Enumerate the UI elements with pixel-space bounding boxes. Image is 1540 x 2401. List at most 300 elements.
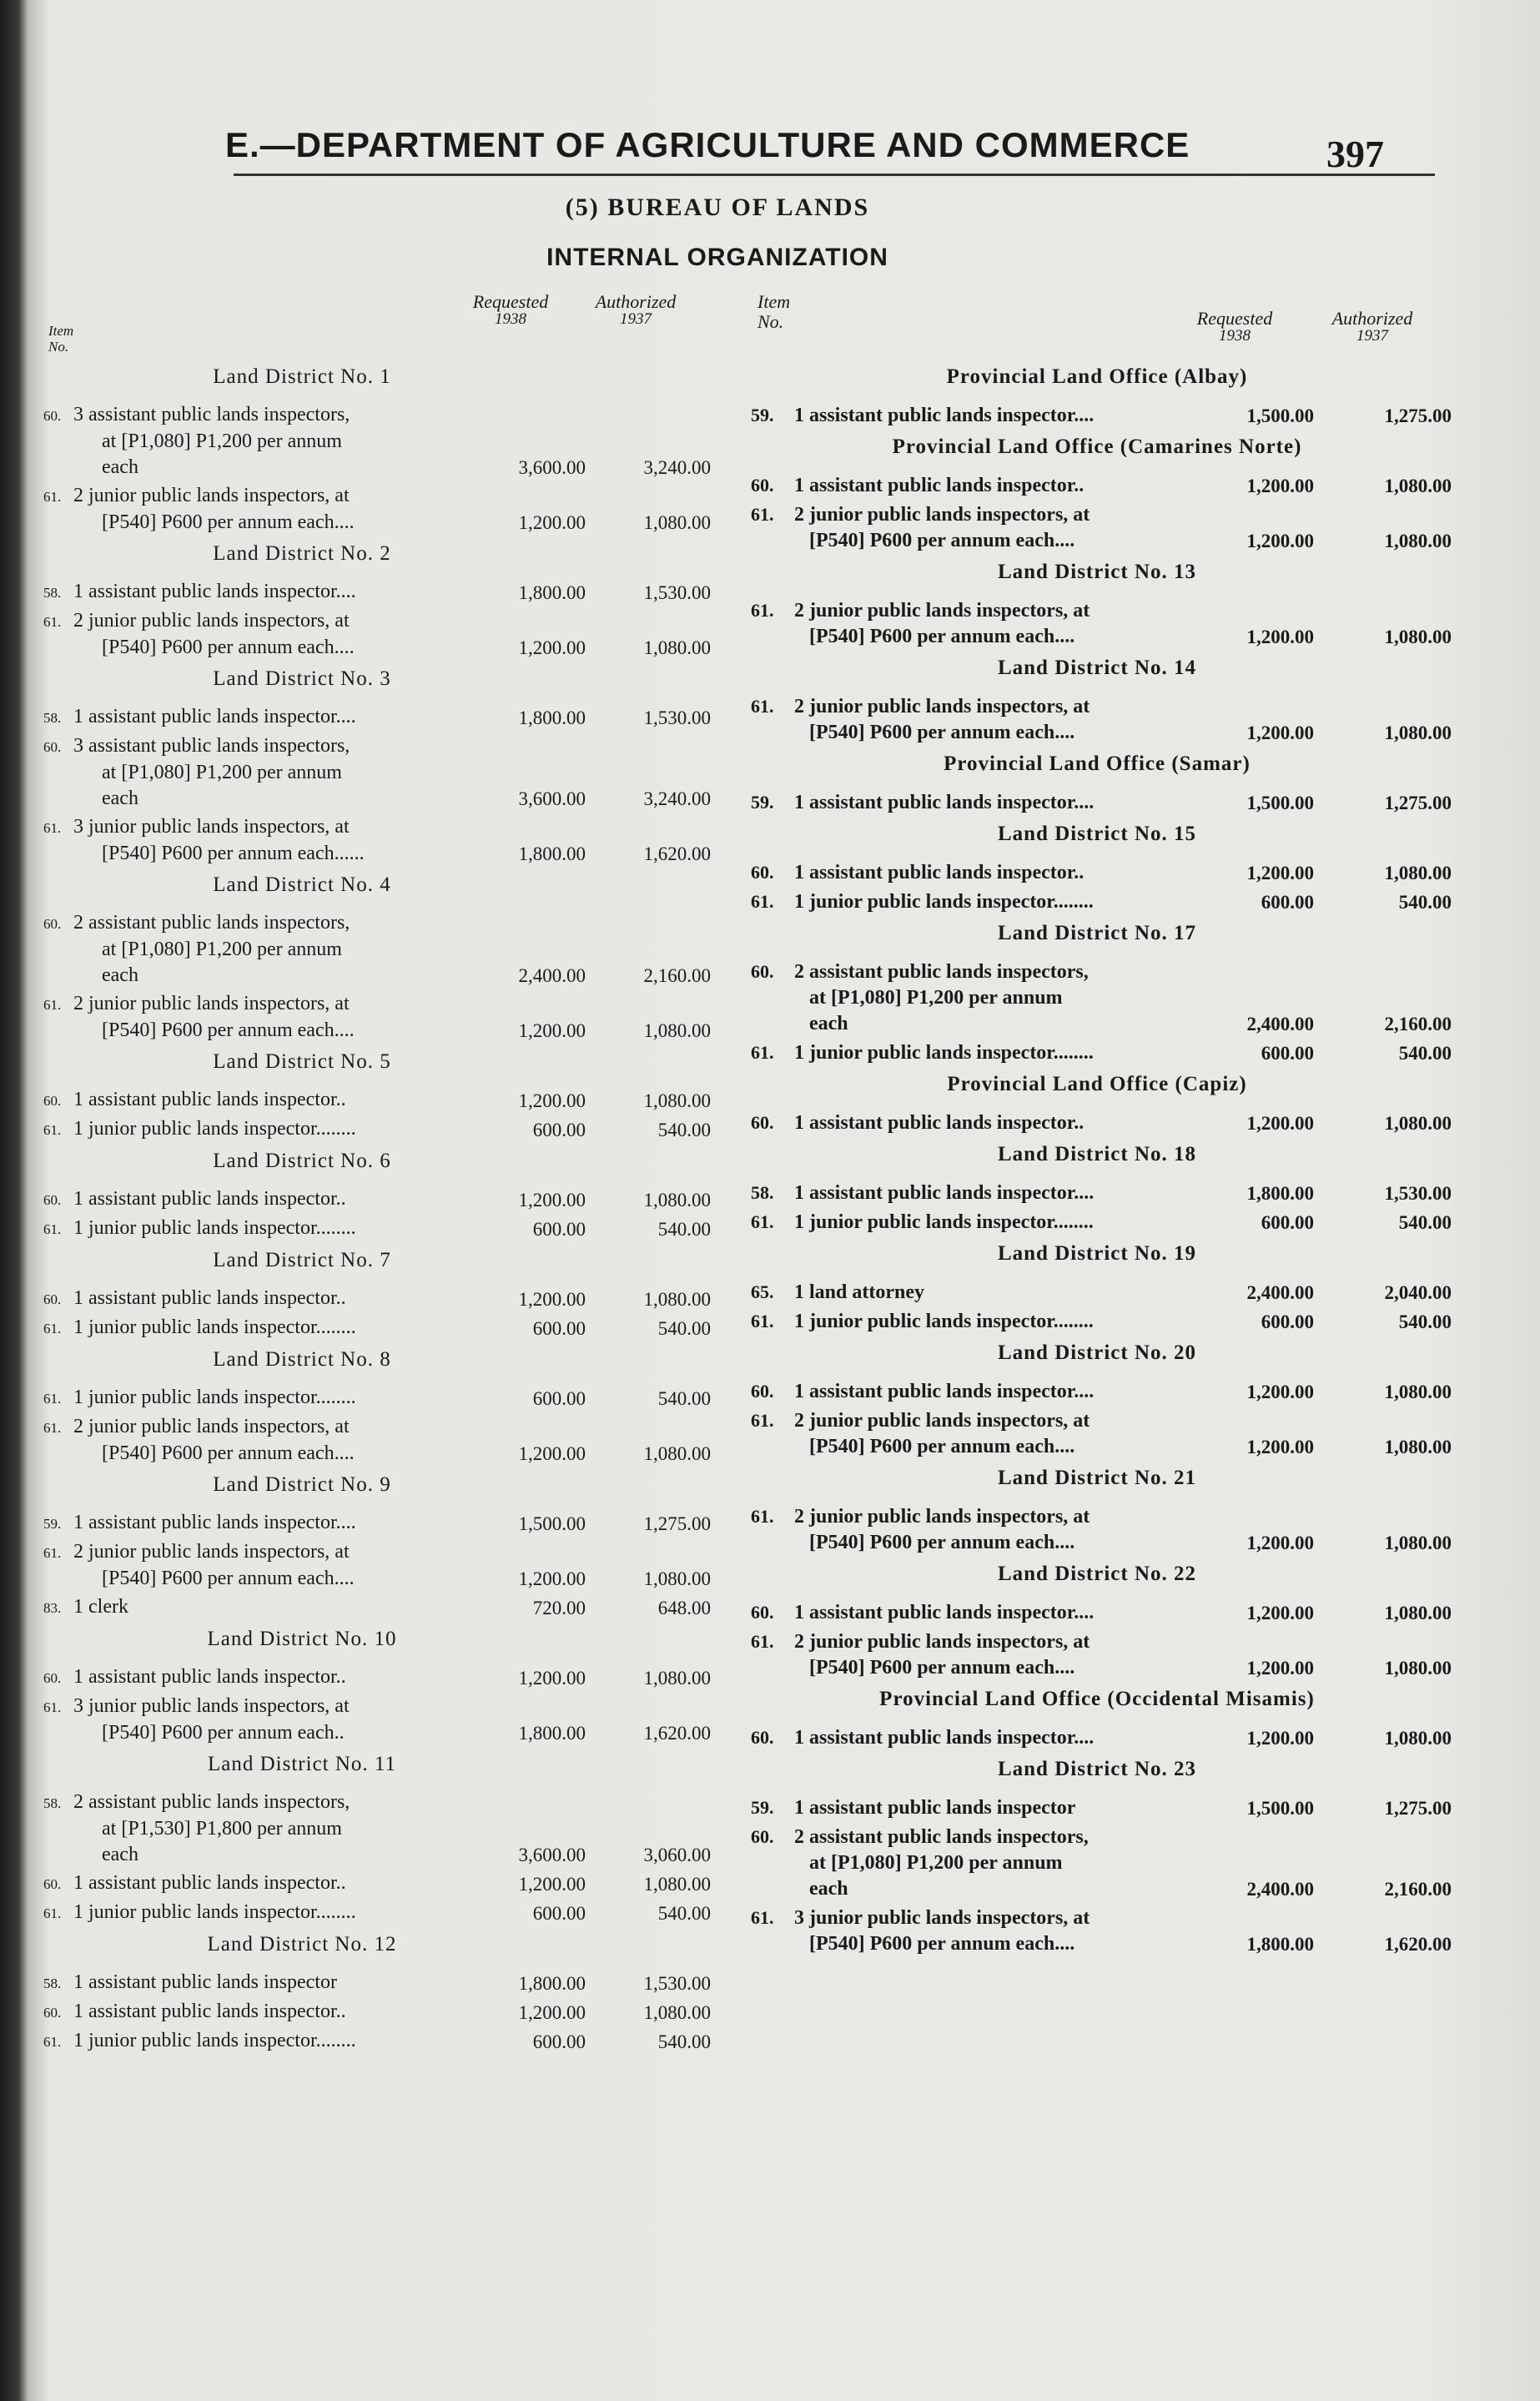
authorized-header: Authorized 1937 [1331,308,1413,345]
district-title: Land District No. 23 [997,1758,1197,1780]
requested-amount: 1,200.00 [518,1874,586,1895]
description-line: 1 assistant public lands inspector.... [794,1727,1095,1749]
position-row [43,1116,744,1143]
authorized-amount: 1,080.00 [1384,863,1452,883]
right-column-body [751,365,1477,1957]
authorized-amount: 2,160.00 [643,965,711,986]
item-number: 60. [43,739,62,755]
description-line: 3 junior public lands inspectors, at [794,1907,1090,1929]
position-row [751,859,1477,886]
position-description [43,579,460,606]
description-line: 1 assistant public lands inspector.. [794,475,1085,496]
position-description [751,1628,1185,1681]
requested-amount: 1,800.00 [518,582,586,603]
position-description [751,789,1185,816]
authorized-amount: 1,080.00 [1384,1658,1452,1679]
position-row [751,1628,1477,1681]
description-line: 1 assistant public lands inspector.... [73,581,356,602]
description-line: [P540] P600 per annum each.... [809,626,1075,647]
description-line: 1 assistant public lands inspector.... [794,1381,1095,1402]
authorized-amount: 1,080.00 [643,1874,711,1895]
requested-header: Requested 1938 [472,291,549,329]
requested-amount: 1,200.00 [1246,1437,1314,1457]
description-line: at [P1,080] P1,200 per annum [102,762,342,783]
item-number: 60. [43,408,62,424]
district-section [751,1467,1477,1556]
item-number: 60. [751,475,774,496]
requested-amount: 1,500.00 [1246,793,1314,813]
description-line: [P540] P600 per annum each.... [809,1933,1075,1955]
position-row [43,704,744,731]
district-section [43,1150,744,1242]
description-line: [P540] P600 per annum each.... [102,637,355,658]
position-row [751,1279,1477,1306]
district-title: Land District No. 13 [997,561,1197,583]
item-number: 58. [43,585,62,601]
item-number: 60. [751,1112,774,1133]
description-line: 2 junior public lands inspectors, at [794,600,1090,622]
district-title: Land District No. 1 [213,365,391,388]
description-line: 1 assistant public lands inspector.. [73,1089,346,1110]
requested-amount: 1,200.00 [518,1568,586,1589]
position-description [751,1824,1185,1902]
description-line: [P540] P600 per annum each...... [102,843,365,864]
item-number: 61. [751,1631,774,1652]
requested-amount: 1,500.00 [1246,405,1314,426]
position-description [43,733,460,812]
position-description [751,1110,1185,1136]
district-section [751,753,1477,816]
item-number: 61. [43,614,62,630]
requested-amount: 1,200.00 [518,2002,586,2023]
requested-amount: 1,200.00 [1246,1533,1314,1553]
position-description [43,991,460,1044]
item-number: 61. [751,1506,774,1527]
requested-amount: 1,200.00 [1246,1728,1314,1749]
position-row [751,888,1477,915]
district-title: Land District No. 2 [213,542,391,565]
district-section [751,922,1477,1066]
description-line: 2 junior public lands inspectors, at [73,610,350,632]
requested-amount: 3,600.00 [518,1845,586,1865]
district-title: Land District No. 11 [208,1753,396,1775]
requested-amount: 1,800.00 [518,1723,586,1744]
position-description [43,1385,460,1412]
district-section [43,667,744,867]
authorized-amount: 1,275.00 [643,1513,711,1534]
position-row [751,1905,1477,1957]
requested-amount: 600.00 [1261,892,1314,913]
description-line: 2 junior public lands inspectors, at [794,1631,1090,1653]
item-number: 61. [43,997,62,1013]
district-section [43,1050,744,1143]
position-description [43,1315,460,1341]
authorized-amount: 1,080.00 [643,512,711,533]
authorized-amount: 1,620.00 [643,1723,711,1744]
position-description [751,472,1185,499]
position-description [43,1087,460,1114]
authorized-amount: 3,240.00 [643,788,711,809]
authorized-amount: 1,080.00 [643,1190,711,1211]
position-row [751,1824,1477,1902]
item-no-label: Item No. [757,291,791,333]
description-line: 1 assistant public lands inspector.. [794,862,1085,883]
requested-amount: 1,200.00 [518,1190,586,1211]
description-line: 1 assistant public lands inspector.. [73,2001,346,2022]
authorized-amount: 1,080.00 [1384,627,1452,647]
requested-amount: 3,600.00 [518,457,586,478]
district-section [751,1073,1477,1136]
authorized-amount: 1,080.00 [643,1289,711,1310]
description-line: each [102,1844,138,1865]
item-number: 61. [43,2034,62,2050]
bureau-title: (5) BUREAU OF LANDS [565,194,870,221]
position-row [751,1180,1477,1206]
position-description [43,704,460,731]
item-number: 61. [43,1905,62,1921]
description-line: at [P1,530] P1,800 per annum [102,1818,342,1840]
position-row [43,1694,744,1746]
authorized-amount: 1,080.00 [643,1568,711,1589]
position-description [43,483,460,536]
requested-amount: 600.00 [1261,1311,1314,1332]
description-line: each [102,788,138,809]
authorized-amount: 540.00 [657,1120,711,1140]
position-row [43,814,744,867]
authorized-amount: 1,620.00 [643,843,711,864]
description-line: [P540] P600 per annum each.... [102,1568,355,1589]
authorized-amount: 1,275.00 [1384,1798,1452,1819]
position-row [751,472,1477,499]
district-title: Land District No. 22 [997,1563,1197,1585]
description-line: [P540] P600 per annum each.... [809,1657,1075,1679]
item-number: 61. [43,1221,62,1237]
description-line: each [809,1878,848,1900]
position-row [751,1209,1477,1236]
description-line: 2 assistant public lands inspectors, [73,1791,350,1813]
district-title: Land District No. 19 [997,1242,1197,1265]
item-number: 61. [43,1122,62,1138]
description-line: [P540] P600 per annum each.. [102,1722,345,1744]
position-row [43,1385,744,1412]
item-number: 61. [43,1420,62,1436]
authorized-amount: 540.00 [1398,1212,1452,1233]
description-line: [P540] P600 per annum each.... [809,530,1075,551]
item-number: 61. [751,1907,774,1928]
position-row [751,959,1477,1037]
description-line: 2 junior public lands inspectors, at [73,1541,350,1563]
item-number: 60. [751,1602,774,1623]
authorized-amount: 2,160.00 [1384,1879,1452,1900]
position-row [751,1378,1477,1405]
description-line: 2 assistant public lands inspectors, [794,1826,1089,1848]
district-section [751,1143,1477,1236]
position-row [43,1970,744,1996]
item-number: 59. [751,1797,774,1818]
authorized-amount: 540.00 [1398,892,1452,913]
requested-amount: 1,800.00 [518,1973,586,1994]
requested-amount: 1,800.00 [518,707,586,728]
description-line: 3 assistant public lands inspectors, [73,735,350,757]
district-title: Land District No. 7 [213,1249,391,1271]
requested-amount: 2,400.00 [1246,1014,1314,1034]
district-title: Provincial Land Office (Camarines Norte) [892,435,1302,458]
requested-amount: 1,200.00 [1246,1603,1314,1623]
authorized-amount: 1,080.00 [1384,1382,1452,1402]
description-line: 1 assistant public lands inspector.. [794,1112,1085,1134]
position-row [751,1110,1477,1136]
position-description [43,402,460,481]
requested-amount: 1,200.00 [1246,627,1314,647]
authorized-amount: 1,530.00 [643,1973,711,1994]
authorized-amount: 1,080.00 [643,637,711,658]
district-title: Land District No. 14 [997,657,1197,679]
authorized-amount: 1,275.00 [1384,405,1452,426]
description-line: 3 junior public lands inspectors, at [73,816,350,838]
item-number: 58. [751,1182,774,1203]
description-line: 1 assistant public lands inspector.... [73,1512,356,1533]
district-title: Provincial Land Office (Capiz) [947,1073,1247,1095]
description-line: 1 junior public lands inspector........ [794,891,1094,913]
item-number: 61. [751,600,774,621]
description-line: 1 assistant public lands inspector.... [794,405,1095,426]
position-row [43,2028,744,2055]
authorized-header: Authorized 1937 [595,291,677,329]
position-description [43,1870,460,1897]
requested-amount: 2,400.00 [1246,1879,1314,1900]
position-description [751,1279,1185,1306]
page-number: 397 [1326,133,1384,175]
description-line: 2 junior public lands inspectors, at [794,696,1090,717]
item-number: 60. [43,1670,62,1686]
district-title: Land District No. 18 [997,1143,1197,1165]
description-line: each [102,964,138,986]
position-description [43,1900,460,1926]
authorized-amount: 1,080.00 [1384,1113,1452,1134]
description-line: 1 junior public lands inspector........ [73,1217,356,1239]
description-line: [P540] P600 per annum each.... [102,1019,355,1041]
item-number: 60. [43,1291,62,1307]
position-row [43,483,744,536]
item-number: 60. [43,916,62,932]
position-description [43,1116,460,1143]
item-number: 61. [43,820,62,836]
requested-amount: 1,200.00 [1246,1658,1314,1679]
requested-amount: 1,800.00 [1246,1183,1314,1204]
item-number: 83. [43,1600,62,1616]
requested-amount: 3,600.00 [518,788,586,809]
requested-amount: 1,200.00 [1246,863,1314,883]
position-description [43,2028,460,2055]
position-row [43,402,744,481]
description-line: [P540] P600 per annum each.... [102,511,355,533]
authorized-amount: 540.00 [657,1388,711,1409]
position-row [43,1789,744,1868]
position-row [751,1599,1477,1626]
requested-amount: 1,800.00 [518,843,586,864]
position-row [43,733,744,812]
position-description [751,1905,1185,1957]
district-title: Land District No. 3 [213,667,391,690]
district-section [43,1753,744,1926]
requested-amount: 1,500.00 [1246,1798,1314,1819]
position-row [751,1503,1477,1556]
item-number: 61. [43,1321,62,1336]
header-rule [234,174,1435,176]
description-line: 1 junior public lands inspector........ [794,1042,1094,1064]
requested-amount: 1,500.00 [518,1513,586,1534]
description-line: [P540] P600 per annum each.... [809,1532,1075,1553]
authorized-amount: 1,080.00 [643,2002,711,2023]
description-line: 1 junior public lands inspector........ [73,1118,356,1140]
description-line: 1 assistant public lands inspector.... [73,706,356,727]
position-description [751,959,1185,1037]
description-line: 1 assistant public lands inspector.. [73,1188,346,1210]
position-description [751,402,1185,429]
district-title: Land District No. 6 [213,1150,391,1172]
district-title: Provincial Land Office (Albay) [946,365,1248,388]
position-description [43,1216,460,1242]
position-description [43,1510,460,1537]
requested-amount: 1,200.00 [518,1289,586,1310]
description-line: 1 junior public lands inspector........ [73,2030,356,2051]
position-row [43,1664,744,1691]
position-row [751,1407,1477,1460]
position-description [751,1039,1185,1066]
authorized-amount: 1,080.00 [643,1668,711,1689]
district-section [751,1688,1477,1751]
item-number: 60. [43,1876,62,1892]
item-number: 61. [43,1545,62,1561]
description-line: at [P1,080] P1,200 per annum [809,1852,1063,1874]
item-no-label: Item No. [48,323,74,355]
district-section [751,657,1477,746]
position-row [43,1594,744,1621]
position-row [43,1286,744,1312]
position-description [751,501,1185,554]
position-description [43,1186,460,1213]
description-line: each [809,1013,848,1034]
position-row [43,1900,744,1926]
item-number: 60. [751,1727,774,1748]
description-line: 1 clerk [73,1596,128,1618]
district-title: Land District No. 4 [213,873,391,896]
position-row [43,910,744,989]
position-row [43,608,744,661]
description-line: 2 junior public lands inspectors, at [794,1410,1090,1432]
item-number: 60. [43,2005,62,2021]
authorized-amount: 1,080.00 [1384,476,1452,496]
authorized-amount: 1,080.00 [1384,1728,1452,1749]
district-section [43,1249,744,1341]
item-number: 58. [43,710,62,726]
position-row [43,991,744,1044]
position-row [43,1087,744,1114]
position-description [43,608,460,661]
authorized-amount: 1,080.00 [1384,722,1452,743]
authorized-amount: 540.00 [657,1219,711,1240]
position-row [43,1414,744,1467]
district-section [751,561,1477,650]
description-line: 1 assistant public lands inspector.... [794,1602,1095,1623]
description-line: 2 junior public lands inspectors, at [73,485,350,506]
district-title: Land District No. 5 [213,1050,391,1073]
item-number: 59. [43,1516,62,1532]
description-line: 2 assistant public lands inspectors, [73,912,350,934]
requested-amount: 1,200.00 [1246,1113,1314,1134]
item-number: 61. [751,504,774,525]
description-line: 1 land attorney [794,1281,924,1303]
section-subtitle: INTERNAL ORGANIZATION [546,244,888,271]
description-line: 1 junior public lands inspector........ [73,1316,356,1338]
description-line: 2 junior public lands inspectors, at [794,504,1090,526]
district-section [751,1563,1477,1681]
district-section [43,1473,744,1621]
description-line: 2 junior public lands inspectors, at [794,1506,1090,1528]
item-number: 61. [751,891,774,912]
authorized-amount: 540.00 [1398,1311,1452,1332]
position-description [751,1599,1185,1626]
description-line: 1 assistant public lands inspector.... [794,792,1095,813]
authorized-amount: 1,530.00 [1384,1183,1452,1204]
requested-amount: 1,200.00 [518,637,586,658]
district-section [751,1242,1477,1335]
position-description [43,1694,460,1746]
description-line: 1 junior public lands inspector........ [73,1901,356,1923]
description-line: 1 assistant public lands inspector.. [73,1287,346,1309]
description-line: 2 assistant public lands inspectors, [794,961,1089,983]
position-row [751,1724,1477,1751]
requested-amount: 1,200.00 [1246,1382,1314,1402]
item-number: 61. [43,1699,62,1715]
page-header [225,125,1435,165]
position-row [751,1039,1477,1066]
description-line: [P540] P600 per annum each.... [809,722,1075,743]
description-line: 3 junior public lands inspectors, at [73,1695,350,1717]
requested-amount: 600.00 [1261,1212,1314,1233]
position-description [43,910,460,989]
authorized-amount: 2,040.00 [1384,1282,1452,1303]
position-row [43,1315,744,1341]
description-line: 1 assistant public lands inspector.. [73,1666,346,1688]
requested-header: Requested 1938 [1196,308,1273,345]
authorized-amount: 540.00 [657,1318,711,1339]
position-row [751,1308,1477,1335]
description-line: 1 junior public lands inspector........ [73,1387,356,1408]
position-row [43,1186,744,1213]
description-line: 1 junior public lands inspector........ [794,1311,1094,1332]
item-number: 59. [751,792,774,813]
item-number: 61. [751,1211,774,1232]
requested-amount: 600.00 [532,1318,586,1339]
description-line: 1 assistant public lands inspector.. [73,1872,346,1894]
requested-amount: 600.00 [1261,1043,1314,1064]
item-number: 61. [751,696,774,717]
requested-amount: 600.00 [532,1903,586,1924]
requested-amount: 1,200.00 [1246,476,1314,496]
position-description [43,1539,460,1592]
district-title: Land District No. 9 [213,1473,391,1496]
position-description [43,1999,460,2026]
district-section [43,542,744,661]
requested-amount: 1,200.00 [518,1668,586,1689]
item-number: 61. [43,1391,62,1407]
position-row [43,1539,744,1592]
position-description [751,1209,1185,1236]
district-section [751,1341,1477,1460]
requested-amount: 1,200.00 [518,1090,586,1111]
position-description [751,1407,1185,1460]
